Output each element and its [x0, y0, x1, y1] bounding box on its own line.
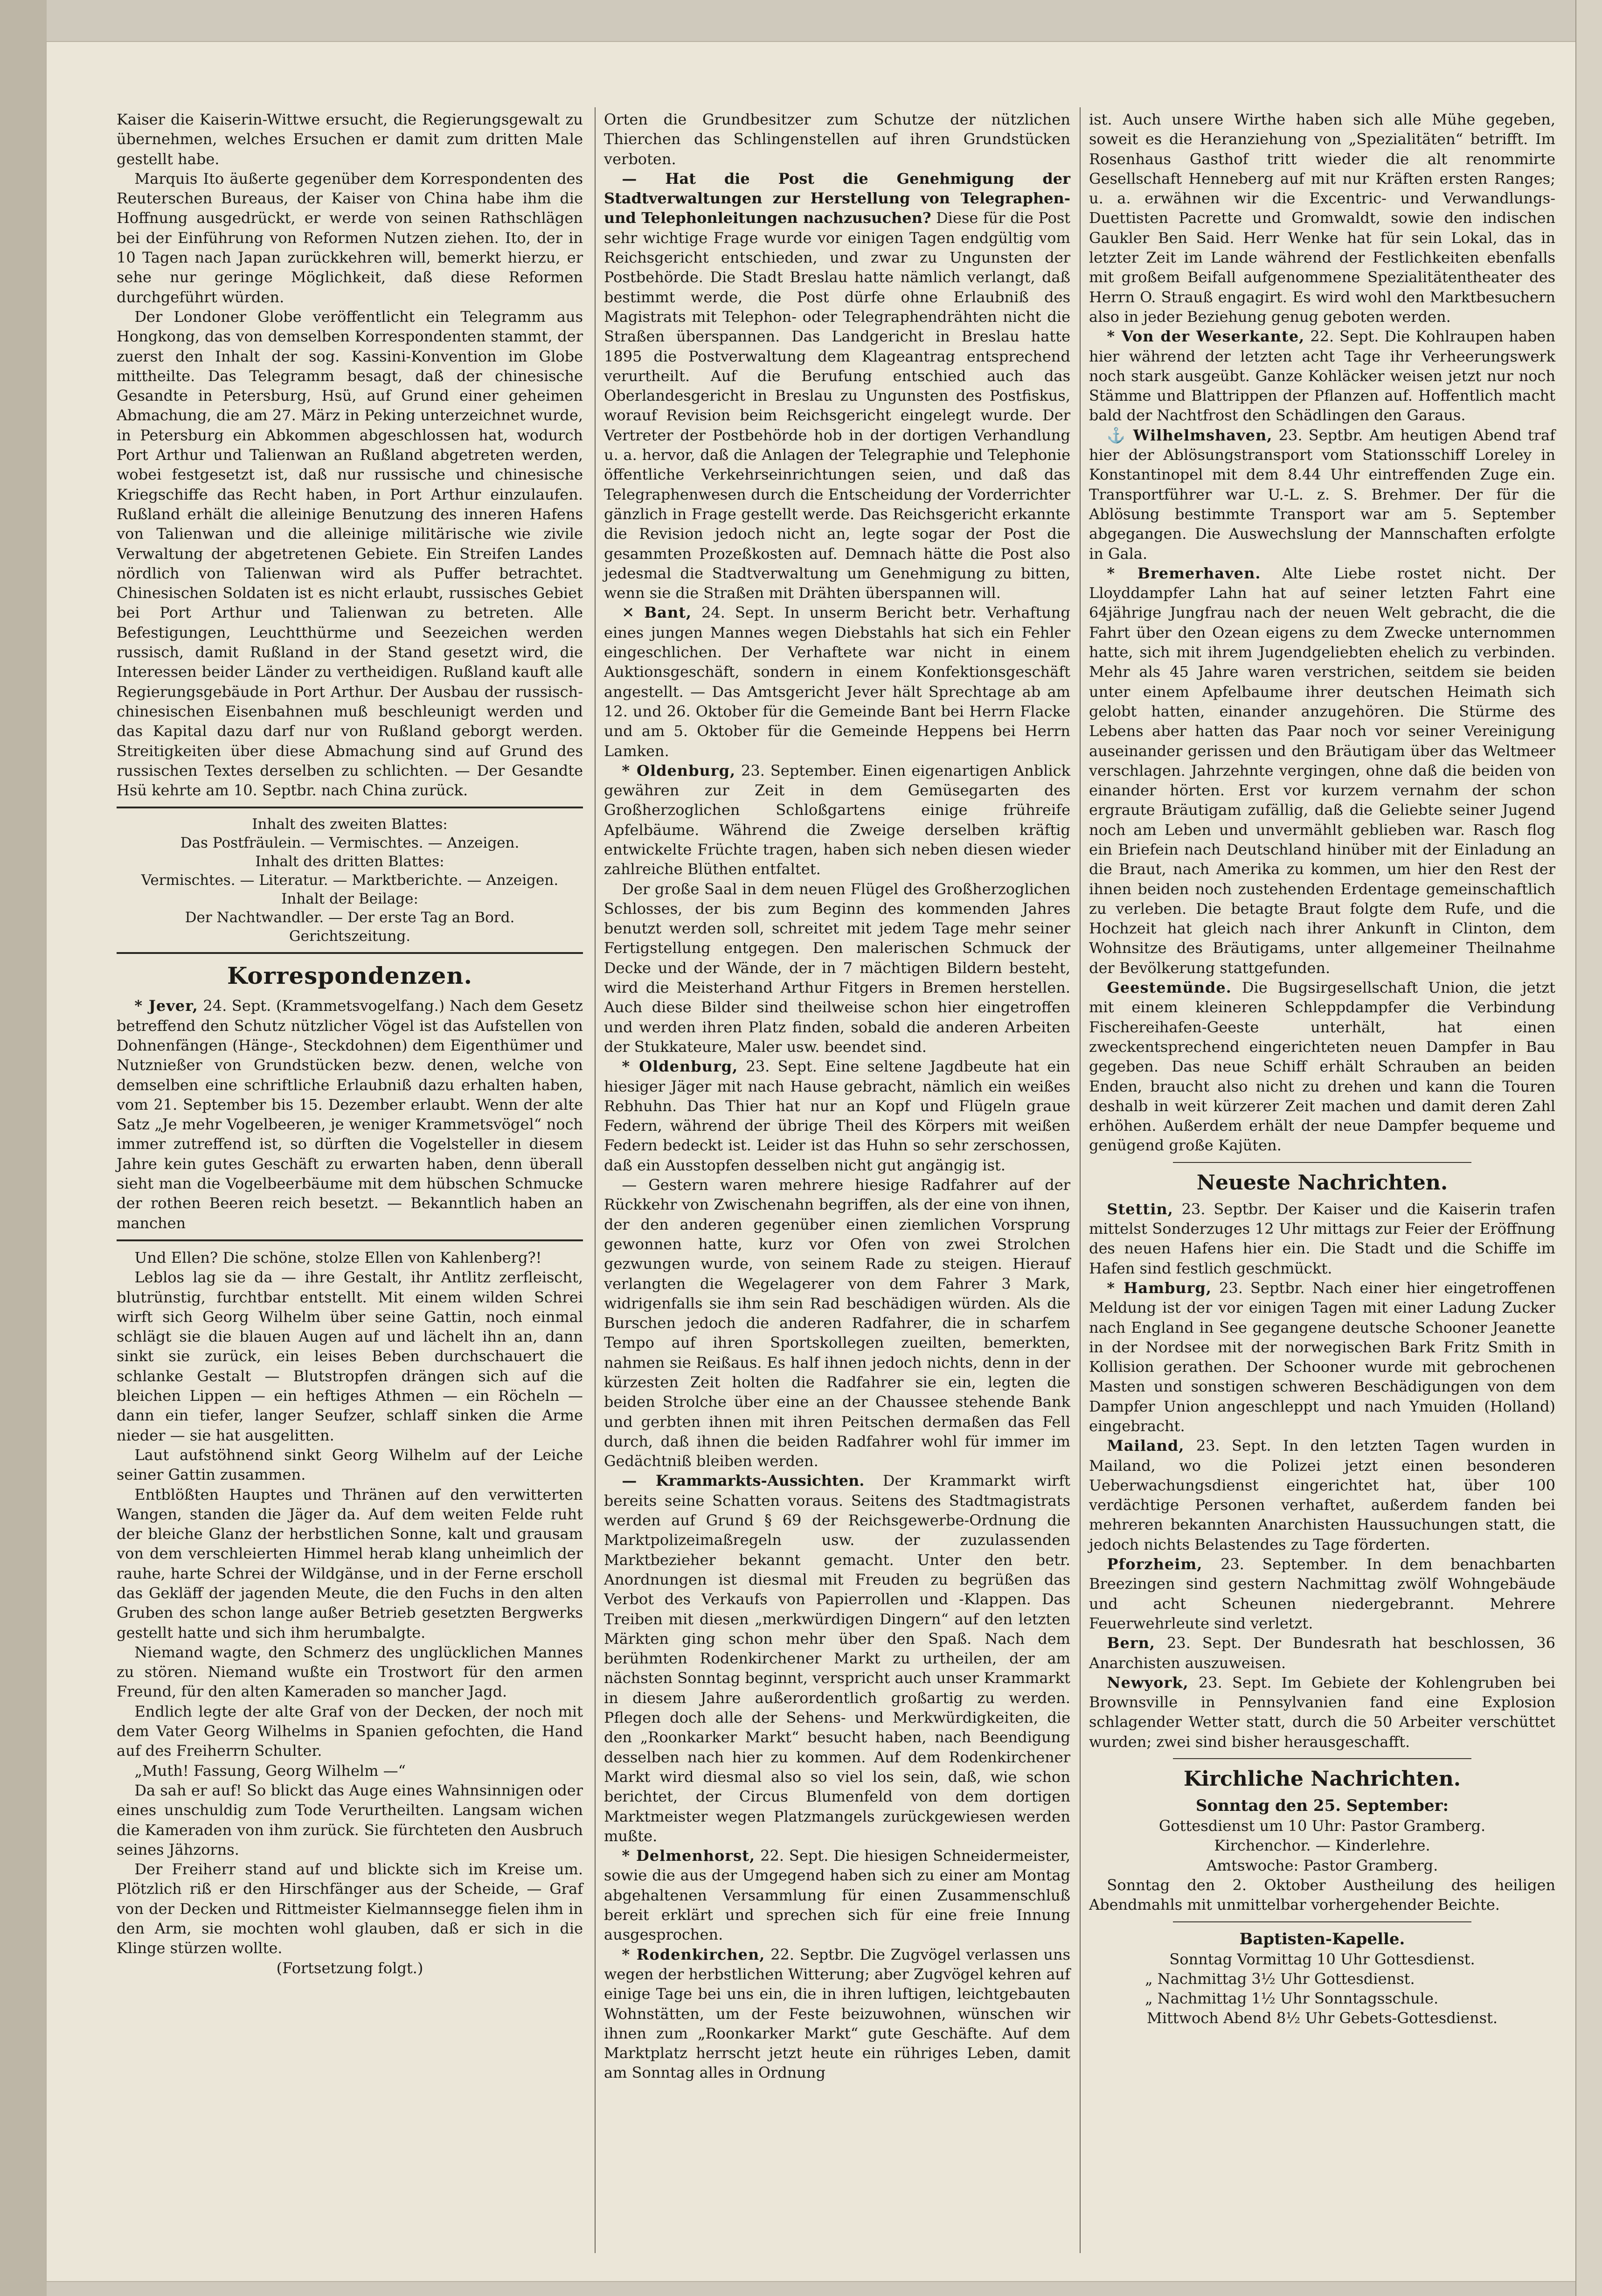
contents-box: [117, 815, 583, 946]
dateline-place: Bant,: [644, 604, 692, 622]
story-text: Laut aufstöhnend sinkt Georg Wilhelm auf der Leiche seiner Gattin zusammen.: [117, 1446, 583, 1484]
divider: [1173, 1921, 1471, 1922]
dateline-place: Wilhelmshaven,: [1133, 426, 1273, 444]
article-headline: — Krammarkts-Aussichten.: [622, 1472, 865, 1490]
article-text: Der Krammarkt wirft bereits seine Schatten voraus. Seitens des Stadtmagistrats werden auf Grund § 69 der Reichsgewerbe-Ordnung die Marktpolizeimaßregeln usw. der zuzulassenden Marktbezieher bekannt gemacht. Unter den betr. Anordnungen ist diesmal mit Freuden zu begrüßen das Verbot des Verkaufs von Papierrollen und -Klappen. Das Treiben mit diesen „merkwürdigen Dingern“ auf den letzten Märkten ging schon mehr über den Spaß. Nach dem berühmten Rodenkirchener Markt zu urtheilen, der am nächsten Sonntag beginnt, verspricht auch unser Krammarkt in diesem Jahre außerordentlich großartig zu werden. Pflegen doch alle der Sehens- und Merkwürdigkeiten, die den „Roonkarker Markt“ besucht haben, nach Beendigung desselben nach hier zu kommen. Auf dem Rodenkirchener Markt wird diesmal also so viel los sein, daß, wie schon berichtet, der Circus Blumenfeld von dem dortigen Marktmeister wegen Platzmangels zurückgewiesen werden mußte.: [604, 1472, 1071, 1845]
dateline-place: Geestemünde.: [1107, 979, 1232, 997]
story-continuation: (Fortsetzung folgt.): [276, 1959, 423, 1977]
binding-spine: [0, 0, 47, 2296]
contents-heading: Inhalt des zweiten Blattes:: [252, 816, 448, 833]
story-text: Der Freiherr stand auf und blickte sich im Kreise um. Plötzlich riß er den Hirschfänger aus der Scheide, — Graf von der Decken und Rittmeister Kielmannsegge fielen ihm in den Arm, sie mochten wohl glauben, daß er sich in die Klinge stürzen wollte.: [117, 1860, 583, 1957]
baptist-line: „ Nachmittag 3½ Uhr Gottesdienst.: [1145, 1969, 1415, 1988]
article-text: 23. September. In dem benachbarten Breezingen sind gestern Nachmittag zwölf Wohngebäude und acht Scheunen niedergebrannt. Mehrere Feuerwehrleute sind verletzt.: [1089, 1555, 1555, 1632]
baptist-line: Sonntag Vormittag 10 Uhr Gottesdienst.: [1169, 1950, 1475, 1968]
contents-line: Vermischtes. — Literatur. — Marktberichte. — Anzeigen.: [141, 872, 559, 889]
contents-line: Das Postfräulein. — Vermischtes. — Anzeigen.: [180, 835, 520, 852]
article-text: Der Londoner Globe veröffentlicht ein Telegramm aus Hongkong, das von demselben Korrespondenten stammt, der zuerst den Inhalt der sog. Kassini-Konvention im Globe mittheilte. Das Telegramm besagt, daß der chinesische Gesandte in Petersburg, Hsü, auf Grund einer geheimen Abmachung, die am 27. März in Peking unterzeichnet wurde, in Petersburg ein Abkommen abgeschlossen hat, wodurch Port Arthur und Talienwan an Rußland abgetreten werden, wobei festgesetzt ist, daß nur russische und chinesische Kriegschiffe das Recht haben, in Port Arthur einzulaufen. Rußland erhält die alleinige Benutzung des inneren Hafens von Talienwan und die alleinige militärische wie zivile Verwaltung der abgetretenen Gebiete. Ein Streifen Landes nördlich von Talienwan wird als Puffer betrachtet. Chinesischen Soldaten ist es nicht erlaubt, russisches Gebiet bei Port Arthur und Talienwan zu betreten. Alle Befestigungen, Leuchtthürme und Seezeichen werden russisch, damit Rußland in der Stand gesetzt wird, die Interessen beider Länder zu vertheidigen. Rußland kauft alle Regierungsgebäude in Port Arthur. Der Ausbau der russisch-chinesischen Eisenbahnen muß beschleunigt werden und das Kapital dazu darf nur von Rußland geborgt werden. Streitigkeiten über diese Abmachung sind auf Grund des russischen Textes derselben zu schlichten. — Der Gesandte Hsü kehrte am 10. Septbr. nach China zurück.: [117, 307, 583, 800]
article-text: 23. September. Einen eigenartigen Anblick gewähren zur Zeit in dem Gemüsegarten des Großherzoglichen Schloßgartens einige frühreife Apfelbäume. Während die Zweige derselben kräftig entwickelte Früchte tragen, haben sich neben diesen wieder zahlreiche Blüthen entfaltet.: [604, 761, 1071, 878]
story-text: Endlich legte der alte Graf von der Decken, der noch mit dem Vater Georg Wilhelms in Spanien gefochten, die Hand auf des Freiherrn Schulter.: [117, 1702, 583, 1760]
column-3: [1089, 110, 1555, 2028]
story-text: Und Ellen? Die schöne, stolze Ellen von Kahlenberg?!: [134, 1248, 542, 1266]
article-text: 22. Sept. Die hiesigen Schneidermeister, sowie die aus der Umgegend haben sich zu einer am Montag abgehaltenen Versammlung für einen Zusammenschluß bereit erklärt und sprechen sich für eine freie Innung ausgesprochen.: [604, 1847, 1071, 1944]
column-divider: [1080, 107, 1081, 2253]
church-section-title: Kirchliche Nachrichten.: [1183, 1767, 1461, 1791]
divider: [1173, 1758, 1471, 1759]
contents-line: Der Nachtwandler. — Der erste Tag an Bord.: [185, 909, 515, 926]
dateline-place: * Delmenhorst,: [622, 1847, 756, 1865]
dateline-place: Newyork,: [1107, 1673, 1189, 1691]
article-text: 22. Septbr. Die Zugvögel verlassen uns wegen der herbstlichen Witterung; aber Zugvögel kehren auf einige Tage bei uns ein, die in ihren luftigen, leichtgebauten Wohnstätten, um der Feste beizuwohnen, wünschen wir ihnen zum „Roonkarker Markt“ gute Geschäfte. Auf dem Marktplatz herrscht jetzt heute ein rühriges Leben, damit am Sonntag alles in Ordnung: [604, 1945, 1070, 2082]
article-text: Kaiser die Kaiserin-Wittwe ersucht, die Regierungsgewalt zu übernehmen, welches Ersuchen er damit zum dritten Male gestellt habe.: [117, 111, 583, 168]
article-text: ist. Auch unsere Wirthe haben sich alle Mühe gegeben, soweit es die Heranziehung von „Spezialitäten“ betrifft. Im Rosenhaus Gasthof tritt wieder die alt renommirte Gesellschaft Henneberg auf mit nur Kräften ersten Ranges; u. a. erwähnen wir die Excentric- und Verwandlungs-Duettisten Pacrette und Gromwaldt, sowie den indischen Gaukler Ben Said. Herr Wenke hat für sein Lokal, das in letzter Zeit im Lande während der Festlichkeiten ebenfalls mit großem Beifall aufgenommene Spezialitätentheater des Herrn O. Strauß engagirt. Es wird wohl den Marktbesuchern also in jeder Beziehung genug geboten werden.: [1089, 111, 1555, 326]
story-text: Entblößten Hauptes und Thränen auf den verwitterten Wangen, standen die Jäger da. Auf dem weiten Felde ruht der bleiche Glanz der herbstlichen Sonne, kalt und grausam von dem verschleierten Himmel herab klang unheimlich der rauhe, harte Schrei der Wildgänse, und in der Ferne erscholl das Gekläff der jagenden Meute, die den Fuchs in den alten Gruben des schon lange außer Betrieb gesetzten Bergwerks gestellt hatte und sich ihm herumbalgte.: [117, 1485, 583, 1642]
story-text: Niemand wagte, den Schmerz des unglücklichen Mannes zu stören. Niemand wußte ein Trostwort für den armen Freund, für den alten Kameraden so mancher Jagd.: [117, 1643, 583, 1701]
story-text: „Muth! Fassung, Georg Wilhelm —“: [134, 1761, 406, 1780]
article-text: Alte Liebe rostet nicht. Der Lloyddampfer Lahn hat auf seiner letzten Fahrt eine 64jährige Jungfrau nach der neuen Welt gebracht, die die Fahrt über den Ozean eigens zu dem Zwecke unternommen hatte, sich mit ihrem Jugendgeliebten ehelich zu verbinden. Mehr als 45 Jahre waren verstrichen, seitdem sie beiden unter einem Apfelbaume ihrer deutschen Heimath sich gelobt hatten, einander anzugehören. Die Stürme des Lebens aber hatten das Paar noch vor seiner Vereinigung auseinander gerissen und den Bräutigam über das Weltmeer verschlagen. Jahrzehnte vergingen, ohne daß die beiden von einander hörten. Erst vor kurzem vernahm der schon ergraute Bräutigam zufällig, daß die Geliebte seiner Jugend noch am Leben und unvermählt geblieben war. Rasch flog ein Briefein nach Deutschland hinüber mit der Einladung an die Braut, nach Amerika zu kommen, um hier den Rest der ihnen beiden noch zustehenden Erdentage gemeinschaftlich zu verleben. Die betagte Braut folgte dem Rufe, und die Hochzeit hat gleich nach ihrer Ankunft in Clinton, dem Wohnsitze des Bräutigams, unter allgemeiner Theilnahme der Bevölkerung stattgefunden.: [1089, 564, 1556, 977]
column-2: [604, 110, 1070, 2083]
story-text: Leblos lag sie da — ihre Gestalt, ihr Antlitz zerfleischt, blutrünstig, furchtbar entstellt. Mit einem wilden Schrei wirft sich Georg Wilhelm über seine Gattin, noch einmal schlägt sie die blauen Augen auf und lächelt ihn an, dann sinkt sie zurück, ein leises Beben durchschauert die schlanke Gestalt — Blutstropfen drängen sich auf die bleichen Lippen — ein heftiges Athmen — ein Röcheln — dann ein tiefer, langer Seufzer, schlaff sinken die Arme nieder — sie hat ausgelitten.: [117, 1268, 583, 1444]
news-section-title: Neueste Nachrichten.: [1196, 1170, 1448, 1195]
dateline-place: Stettin,: [1107, 1200, 1173, 1218]
dateline-place: * Oldenburg,: [622, 761, 736, 779]
dateline-place: * Bremerhaven.: [1107, 564, 1261, 582]
dateline-place: Bern,: [1107, 1634, 1156, 1652]
story-text: Da sah er auf! So blickt das Auge eines Wahnsinnigen oder eines unschuldig zum Tode Verurtheilten. Langsam wichen die Kameraden von ihm zurück. Sie fürchteten den Ausbruch seines Jähzorns.: [117, 1781, 583, 1858]
church-line: Gottesdienst um 10 Uhr: Pastor Gramberg.: [1158, 1817, 1486, 1835]
article-text: 23. Septbr. Nach einer hier eingetroffenen Meldung ist der vor einigen Tagen mit einer Ladung Zucker nach England in See gegangene deutsche Schooner Jeanette in der Nordsee mit der norwegischen Bark Fritz Smith in Kollision gerathen. Der Schooner wurde mit gebrochenen Masten und sonstigen schweren Beschädigungen von dem Dampfer Union angeschleppt und nach Ymuiden (Holland) eingebracht.: [1089, 1279, 1556, 1435]
article-text: 22. Sept. Die Kohlraupen haben hier während der letzten acht Tage ihr Verheerungswerk noch stark ausgeübt. Ganze Kohläcker weisen jetzt nur noch Stämme und Blattrippen der Pflanzen auf. Hoffentlich macht bald der Nachtfrost den Schädlingen den Garaus.: [1089, 327, 1556, 424]
article-text: 23. Sept. Eine seltene Jagdbeute hat ein hiesiger Jäger mit nach Hause gebracht, nämlich ein weißes Rebhuhn. Das Thier hat nur an Kopf und Flügeln graue Federn, während der übrige Theil des Körpers mit weißen Federn bedeckt ist. Leider ist das Huhn so sehr zerschossen, daß ein Ausstopfen desselben nicht gut angängig ist.: [604, 1058, 1071, 1174]
baptist-title: Baptisten-Kapelle.: [1239, 1929, 1405, 1948]
church-line: Amtswoche: Pastor Gramberg.: [1206, 1856, 1438, 1874]
divider: [117, 807, 583, 808]
article-text: 23. Sept. In den letzten Tagen wurden in Mailand, wo die Polizei jetzt einen besonderen Ueberwachungsdienst eingerichtet hat, über 100 verdächtige Personen verhaftet, außerdem fanden bei mehreren bekannten Anarchisten Haussuchungen statt, die jedoch nichts Belastendes zu Tage förderten.: [1089, 1437, 1555, 1553]
column-divider: [595, 107, 596, 2253]
article-headline: — Hat die Post die Genehmigung der Stadtverwaltungen zur Herstellung von Telegraphen- und Telephonleitungen nachzusuchen?: [604, 169, 1070, 227]
church-note: Sonntag den 2. Oktober Austheilung des heiligen Abendmahls mit unmittelbar vorhergehender Beichte.: [1089, 1876, 1555, 1914]
column-1: [117, 110, 583, 1978]
article-text: Orten die Grundbesitzer zum Schutze der nützlichen Thierchen das Schlingenstellen auf ihren Grundstücken verboten.: [604, 111, 1070, 168]
article-text: — Gestern waren mehrere hiesige Radfahrer auf der Rückkehr von Zwischenahn begriffen, als der eine von ihnen, der den anderen gegenüber einen ziemlichen Vorsprung gewonnen hatte, kurz vor Ofen von zwei Strolchen gezwungen wurde, von seinem Rade zu steigen. Hierauf verlangten die Wegelagerer von dem Fahrer 3 Mark, widrigenfalls sie ihm sein Rad beschädigen würden. Als die Burschen jedoch die anderen Radfahrer, die in scharfem Tempo auf ihren Sportskollegen zueilten, bemerkten, nahmen sie Reißaus. Es half ihnen jedoch nichts, denn in der kürzesten Zeit holten die Radfahrer sie ein, legten die beiden Strolche über eine an der Chaussee stehende Bank und gerbten ihnen mit ihren Peitschen dermaßen das Fell durch, daß ihnen die beiden Radfahrer wohl für immer im Gedächtniß bleiben werden.: [604, 1176, 1070, 1470]
divider: [117, 952, 583, 954]
article-text: Marquis Ito äußerte gegenüber dem Korrespondenten des Reuterschen Bureaus, der Kaiser von China habe ihm die Hoffnung ausgedrückt, er werde von seinen Rathschlägen bei der Einführung von Reformen Nutzen ziehen. Ito, der in 10 Tagen nach Japan zurückkehren will, bemerkt hierzu, er sehe nur geringe Möglichkeit, daß diese Reformen durchgeführt würden.: [117, 169, 583, 306]
dateline-place: * Oldenburg,: [622, 1058, 738, 1076]
article-text: 23. Septbr. Am heutigen Abend traf hier der Ablösungstransport vom Stationsschiff Loreley in Konstantinopel mit dem 8.44 Uhr eintreffenden Zuge ein. Transportführer war U.-L. z. S. Brehmer. Der für die Ablösung bestimmte Transport war am 5. September abgegangen. Die Auswechslung der Mannschaften erfolgte in Gala.: [1089, 426, 1556, 563]
article-text: 24. Sept. In unserm Bericht betr. Verhaftung eines jungen Mannes wegen Diebstahls hat sich ein Fehler eingeschlichen. Der Verhaftete war nicht in einem Auktionsgeschäft, sondern in einem Konfektionsgeschäft angestellt. — Das Amtsgericht Jever hält Sprechtage ab am 12. und 26. Oktober für die Gemeinde Bant bei Herrn Flacke und am 5. Oktober für die Gemeinde Heppens bei Herrn Lamken.: [604, 604, 1071, 760]
dateline-place: * Jever,: [134, 997, 198, 1015]
church-date: Sonntag den 25. September:: [1195, 1796, 1449, 1816]
dateline-place: * Rodenkirchen,: [622, 1945, 765, 1963]
dateline-place: * Hamburg,: [1107, 1279, 1212, 1297]
article-text: 23. Sept. Der Bundesrath hat beschlossen, 36 Anarchisten auszuweisen.: [1089, 1634, 1555, 1672]
article-text: Der große Saal in dem neuen Flügel des Großherzoglichen Schlosses, der bis zum Beginn des kommenden Jahres benutzt werden soll, schreitet mit jedem Tage mehr seiner Fertigstellung entgegen. Den malerischen Schmuck der Decke und der Wände, der in 7 mächtigen Bildern besteht, wird die Meisterhand Arthur Fitgers in Bremen herstellen. Auch diese Bilder sind theilweise schon hier eingetroffen und werden ihren Platz finden, sobald die anderen Arbeiten der Stukkateure, Maler usw. beendet sind.: [604, 880, 1070, 1056]
article-text: 23. Sept. Im Gebiete der Kohlengruben bei Brownsville in Pennsylvanien fand eine Explosion schlagender Wetter statt, durch die 50 Arbeiter verschüttet wurden; zwei sind bisher herausgeschafft.: [1089, 1673, 1555, 1751]
dateline-place: Mailand,: [1107, 1437, 1185, 1455]
divider: [117, 1239, 583, 1241]
baptist-line: Mittwoch Abend 8½ Uhr Gebets-Gottesdienst.: [1146, 2009, 1498, 2027]
dateline-place: Pforzheim,: [1107, 1555, 1203, 1573]
article-text: Diese für die Post sehr wichtige Frage wurde vor einigen Tagen endgültig vom Reichsgericht entschieden, und zwar zu Ungunsten der Postbehörde. Die Stadt Breslau hatte nämlich verlangt, daß bestimmt werde, die Post dürfe ohne Erlaubniß des Magistrats mit Telephon- oder Telegraphendrähten nicht die Straßen überspannen. Das Landgericht in Breslau hatte 1895 die Postverwaltung dem Klageantrag entsprechend verurtheilt. Auf die Berufung entschied auch das Oberlandesgericht in Breslau zu Ungunsten des Postfiskus, worauf Revision beim Reichsgericht eingelegt wurde. Der Vertreter der Postbehörde hob in der dortigen Verhandlung u. a. hervor, daß die Anlagen der Telegraphie und Telephonie öffentliche Verkehrseinrichtungen seien, und daß das Telegraphenwesen durch die Entscheidung der Vorderrichter gänzlich in Frage gestellt werde. Das Reichsgericht erkannte die Revision jedoch nicht an, legte sogar der Post die gesammten Prozeßkosten auf. Demnach hätte die Post also jedesmal die Stadtverwaltung um Genehmigung zu bitten, wenn sie die Straßen mit Drähten überspannen will.: [604, 209, 1071, 602]
contents-heading: Inhalt der Beilage:: [281, 891, 418, 908]
divider: [1173, 1162, 1471, 1163]
contents-line: Gerichtszeitung.: [289, 928, 411, 945]
dateline-place: * Von der Weserkante,: [1107, 327, 1305, 346]
baptist-line: „ Nachmittag 1½ Uhr Sonntagsschule.: [1145, 1990, 1439, 2008]
cross-icon: ✕: [622, 604, 645, 622]
section-title: Korrespondenzen.: [227, 962, 473, 990]
article-text: 23. Septbr. Der Kaiser und die Kaiserin trafen mittelst Sonderzuges 12 Uhr mittags zur Feier der Eröffnung des neuen Hafens hier ein. Die Stadt und die Schiffe im Hafen sind festlich geschmückt.: [1089, 1200, 1555, 1277]
church-line: Kirchenchor. — Kinderlehre.: [1214, 1837, 1430, 1855]
article-text: 24. Sept. (Krammetsvogelfang.) Nach dem Gesetz betreffend den Schutz nützlicher Vögel ist das Aufstellen von Dohnenfängen (Hänge-, Steckdohnen) dem Eigenthümer und Nutznießer von Grundstücken bezw. denen, welche von demselben eine schriftliche Erlaubniß dazu erhalten haben, vom 21. September bis 15. Dezember erlaubt. Wenn der alte Satz „Je mehr Vogelbeeren, je weniger Krammetsvögel“ noch immer zutreffend ist, so dürften die Vogelsteller in diesem Jahre kein gutes Geschäft zu erwarten haben, denn überall sieht man die Vogelbeerbäume mit dem hübschen Schmucke der rothen Beeren reich besetzt. — Bekanntlich haben an manchen: [117, 997, 583, 1232]
article-text: Die Bugsirgesellschaft Union, die jetzt mit einem kleineren Schleppdampfer die Verbindung Fischereihafen-Geeste unterhält, hat einen zweckentsprechend eingerichteten neuen Dampfer in Bau gegeben. Das neue Schiff erhält Schrauben an beiden Enden, braucht also nicht zu drehen und kann die Touren deshalb in weit kürzerer Zeit machen und damit deren Zahl erhöhen. Außerdem erhält der neue Dampfer bequeme und genügend große Kajüten.: [1089, 979, 1555, 1155]
naval-anchor-icon: ⚓: [1107, 426, 1133, 444]
next-page-edge: [1575, 0, 1602, 2296]
contents-heading: Inhalt des dritten Blattes:: [255, 853, 444, 870]
